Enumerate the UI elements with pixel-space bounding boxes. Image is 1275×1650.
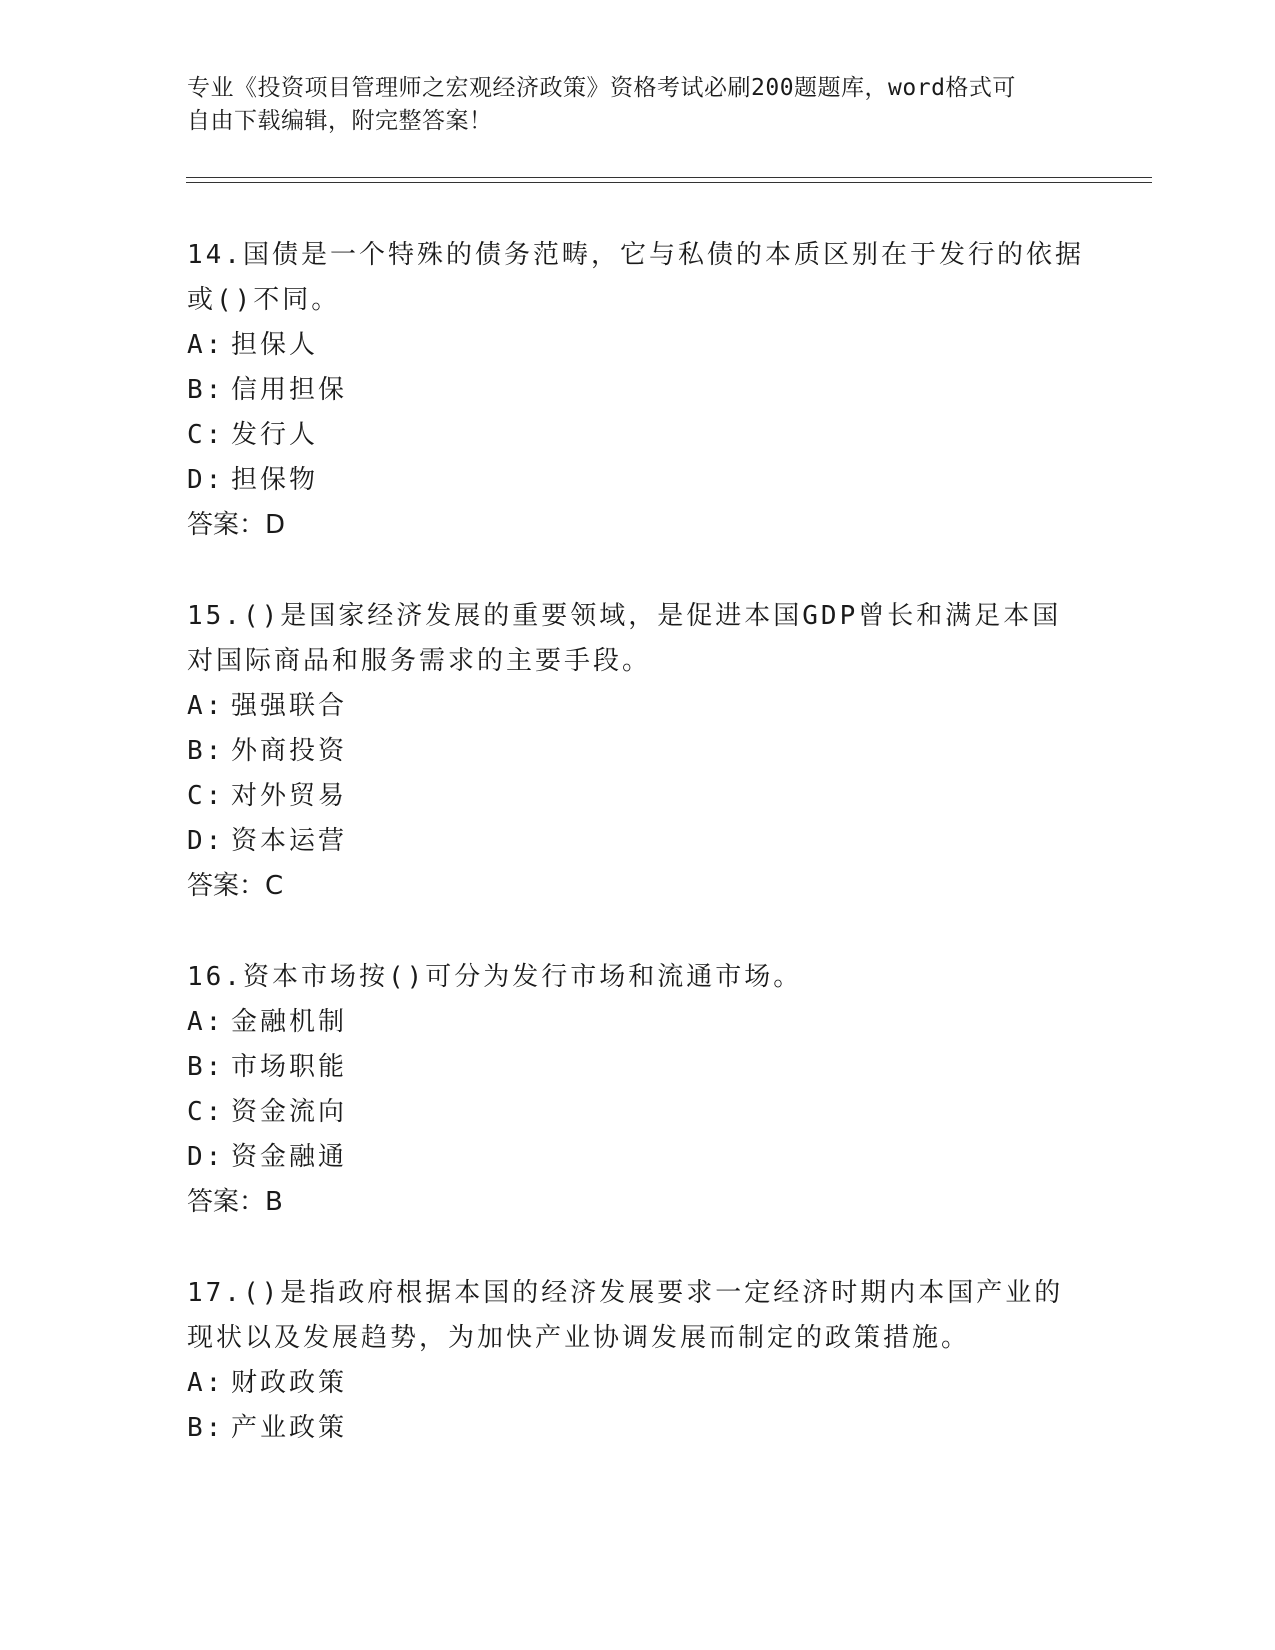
answer-line: 答案：B <box>187 1187 283 1217</box>
header-line-2: 自由下载编辑，附完整答案！ <box>187 108 493 134</box>
option-letter: C: <box>187 781 225 811</box>
question-14 <box>187 233 1087 548</box>
question-17 <box>187 1271 1087 1451</box>
option-text: 金融机制 <box>231 1007 348 1037</box>
option-d <box>187 819 1087 864</box>
question-list <box>187 233 1087 1497</box>
option-letter: B: <box>187 1413 225 1443</box>
question-text: 17.()是指政府根据本国的经济发展要求一定经济时期内本国产业的现状以及发展趋势，为加快产业协调发展而制定的政策措施。 <box>187 1278 1064 1353</box>
question-15 <box>187 594 1087 909</box>
option-b <box>187 368 1087 413</box>
option-text: 担保物 <box>231 465 319 495</box>
option-c <box>187 1090 1087 1135</box>
option-letter: A: <box>187 691 225 721</box>
option-letter: D: <box>187 465 225 495</box>
question-text: 14.国债是一个特殊的债务范畴，它与私债的本质区别在于发行的依据或()不同。 <box>187 240 1084 315</box>
option-text: 强强联合 <box>231 691 348 721</box>
option-a <box>187 323 1087 368</box>
option-letter: B: <box>187 1052 225 1082</box>
option-text: 产业政策 <box>231 1413 348 1443</box>
option-text: 外商投资 <box>231 736 348 766</box>
header-double-rule <box>186 177 1152 183</box>
option-b <box>187 729 1087 774</box>
answer-line: 答案：D <box>187 510 286 540</box>
option-text: 财政政策 <box>231 1368 348 1398</box>
option-a <box>187 1361 1087 1406</box>
question-16 <box>187 955 1087 1225</box>
option-letter: A: <box>187 1368 225 1398</box>
option-letter: A: <box>187 1007 225 1037</box>
option-letter: C: <box>187 420 225 450</box>
option-b <box>187 1045 1087 1090</box>
option-text: 资金流向 <box>231 1097 348 1127</box>
option-text: 市场职能 <box>231 1052 348 1082</box>
option-letter: D: <box>187 826 225 856</box>
option-letter: B: <box>187 375 225 405</box>
option-text: 资本运营 <box>231 826 348 856</box>
option-letter: A: <box>187 330 225 360</box>
option-c <box>187 774 1087 819</box>
option-a <box>187 1000 1087 1045</box>
answer-line: 答案：C <box>187 871 284 901</box>
option-text: 资金融通 <box>231 1142 348 1172</box>
option-text: 发行人 <box>231 420 319 450</box>
option-letter: D: <box>187 1142 225 1172</box>
option-letter: B: <box>187 736 225 766</box>
option-text: 对外贸易 <box>231 781 348 811</box>
option-text: 信用担保 <box>231 375 348 405</box>
option-d <box>187 1135 1087 1180</box>
question-text: 16.资本市场按()可分为发行市场和流通市场。 <box>187 962 803 992</box>
option-a <box>187 684 1087 729</box>
option-letter: C: <box>187 1097 225 1127</box>
question-text: 15.()是国家经济发展的重要领域，是促进本国GDP曾长和满足本国对国际商品和服务需求的主要手段。 <box>187 601 1062 676</box>
document-header <box>187 72 1067 138</box>
option-d <box>187 458 1087 503</box>
option-c <box>187 413 1087 458</box>
header-line-1: 专业《投资项目管理师之宏观经济政策》资格考试必刷200题题库，word格式可 <box>187 75 1016 101</box>
option-b <box>187 1406 1087 1451</box>
option-text: 担保人 <box>231 330 319 360</box>
